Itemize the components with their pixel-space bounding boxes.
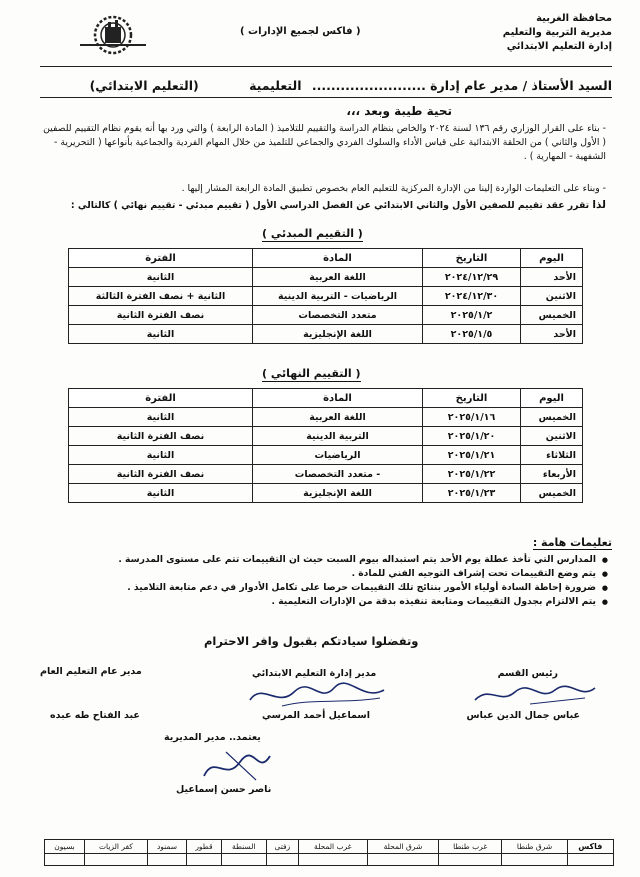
section-title-final: ( التقييم النهائي ): [262, 367, 361, 380]
body-paragraph-2: - وبناء على التعليمات الواردة إلينا من الإدارة المركزية للتعليم العام بخصوص تطبيق المادة الرابعة المشار إليها .: [181, 183, 606, 194]
table-header-row: [69, 389, 583, 408]
addressee-line: [40, 78, 612, 93]
cell-day: الأحد: [521, 325, 583, 344]
cell-day: الاثنين: [521, 287, 583, 306]
letterhead-directorate: مديرية التربية والتعليم: [502, 27, 612, 38]
signature-name-right: عباس جمال الدين عباس: [466, 710, 580, 721]
table-row: [45, 840, 614, 854]
addressee-prefix: السيد الأستاذ / مدير عام إدارة ........................: [311, 78, 612, 93]
signature-title-center: مدير إدارة التعليم الابتدائي: [252, 668, 377, 679]
signature-name-left: عبد الفتاح طه عبده: [50, 710, 140, 721]
cell-subject: اللغة الإنجليزية: [253, 325, 423, 344]
cell-day: الاثنين: [521, 427, 583, 446]
body-lead-word: لذا: [592, 199, 606, 211]
fax-cell: زفتى: [266, 840, 298, 854]
blank-cell: [221, 854, 266, 866]
header-divider: [40, 66, 612, 67]
notes-list: [40, 553, 608, 609]
blank-cell: [502, 854, 567, 866]
cell-date: ٢٠٢٥/١/٢٢: [423, 465, 521, 484]
cell-date: ٢٠٢٥/١/٢١: [423, 446, 521, 465]
list-item: ● ضرورة إحاطة السادة أولياء الأمور بنتائج تلك التقييمات حرصا على تكامل الأدوار في دعم متابعة التلاميذ .: [40, 581, 608, 595]
addressee-word: التعليمية: [249, 78, 302, 93]
table-row: [69, 325, 583, 344]
fax-cell: كفر الزيات: [85, 840, 148, 854]
list-item: ● يتم الالتزام بجدول التقييمات ومتابعة تنفيذه بدقة من الإدارات التعليمية .: [40, 595, 608, 609]
fax-cell: السنطة: [221, 840, 266, 854]
table-header-row: [69, 249, 583, 268]
addressee-stage: (التعليم الابتدائي): [89, 78, 199, 93]
cell-date: ٢٠٢٥/١/٢: [423, 306, 521, 325]
section-title-initial: ( التقييم المبدئي ): [262, 227, 363, 240]
header-day: اليوم: [521, 389, 583, 408]
cell-date: ٢٠٢٥/١/١٦: [423, 408, 521, 427]
signature-name-center: اسماعيل أحمد المرسي: [262, 710, 371, 721]
header-day: اليوم: [521, 249, 583, 268]
table-row: [69, 268, 583, 287]
body-paragraph-3: [38, 198, 606, 213]
approval-title: يعتمد.. مدير المديرية: [164, 732, 261, 743]
table-row: [69, 306, 583, 325]
ministry-logo-icon: [78, 14, 148, 56]
blank-cell: [147, 854, 186, 866]
blank-cell: [85, 854, 148, 866]
body-paragraph-3-text: تقرر عقد تقييم للصفين الأول والثاني الابتدائي عن الفصل الدراسي الأول ( تقييم مبدئي - تقييم نهائي ) كالتالي :: [70, 200, 590, 211]
cell-day: الثلاثاء: [521, 446, 583, 465]
header-subject: المادة: [253, 389, 423, 408]
blank-cell: [367, 854, 438, 866]
cell-subject: - متعدد التخصصات: [253, 465, 423, 484]
list-item: ● يتم وضع التقييمات تحت إشراف التوجيه الفني للمادة .: [40, 567, 608, 581]
blank-cell: [567, 854, 613, 866]
letterhead-department: إدارة التعليم الابتدائي: [506, 41, 612, 52]
cell-period: نصف الفترة الثانية: [69, 427, 253, 446]
table-row: [69, 287, 583, 306]
header-subject: المادة: [253, 249, 423, 268]
blank-cell: [298, 854, 367, 866]
signature-center-icon: [242, 678, 392, 712]
cell-subject: اللغة الإنجليزية: [253, 484, 423, 503]
cell-date: ٢٠٢٤/١٢/٢٩: [423, 268, 521, 287]
closing-line: وتفضلوا سيادتكم بقبول وافر الاحترام: [204, 634, 419, 648]
cell-day: الخميس: [521, 484, 583, 503]
fax-cell: سمنود: [147, 840, 186, 854]
blank-cell: [187, 854, 221, 866]
header-period: الفترة: [69, 389, 253, 408]
final-assessment-table: [68, 388, 583, 503]
cell-period: الثانية: [69, 268, 253, 287]
cell-subject: اللغة العربية: [253, 408, 423, 427]
letterhead-governorate: محافظة الغربية: [536, 13, 612, 24]
list-item: ● المدارس التي تأخذ عطلة يوم الأحد يتم استبداله بيوم السبت حيث ان التقييمات تتم على مستوى المدرسة .: [40, 553, 608, 567]
notes-title: تعليمات هامة :: [532, 536, 612, 549]
blank-cell: [266, 854, 298, 866]
letterhead: [503, 12, 612, 54]
table-row: [69, 427, 583, 446]
cell-subject: الرياضيات - التربية الدينية: [253, 287, 423, 306]
cell-period: نصف الفترة الثانية: [69, 306, 253, 325]
cell-day: الأحد: [521, 268, 583, 287]
body-paragraph-1: - بناء على القرار الوزاري رقم ١٣٦ لسنة ٢٠٢٤ والخاص بنظام الدراسة والتقييم للتلاميذ ( المادة الرابعة ) والتي ورد بها أنه يقوم نظام التقييم للصفين ( الأول والثاني ) من الحلقة الابتدائية على قياس الأداء والسلوك الفردي والجماعي للتلميذ من خلال المهام الفردية والجماعية بأنواعها ( التحريرية - الشفهية - المهارية ) .: [43, 123, 606, 162]
cell-period: الثانية + نصف الفترة الثالثة: [69, 287, 253, 306]
table-row: [69, 446, 583, 465]
cell-date: ٢٠٢٥/١/٢٠: [423, 427, 521, 446]
table-row: [69, 465, 583, 484]
fax-note: ( فاكس لجميع الإدارات ): [240, 26, 361, 37]
table-row: [45, 854, 614, 866]
signature-right-icon: [470, 680, 600, 710]
cell-date: ٢٠٢٤/١٢/٣٠: [423, 287, 521, 306]
cell-date: ٢٠٢٥/١/٢٣: [423, 484, 521, 503]
header-date: التاريخ: [423, 389, 521, 408]
fax-cell: شرق طنطا: [502, 840, 567, 854]
initial-assessment-table: [68, 248, 583, 344]
fax-label: فاكس: [567, 840, 613, 854]
fax-cell: غرب المحلة: [298, 840, 367, 854]
signature-title-left: مدير عام التعليم العام: [40, 666, 142, 677]
signature-title-right: رئيس القسم: [497, 668, 558, 679]
blank-cell: [438, 854, 501, 866]
approval-name: ناصر حسن إسماعيل: [176, 784, 272, 795]
cell-period: الثانية: [69, 484, 253, 503]
cell-day: الخميس: [521, 408, 583, 427]
cell-subject: متعدد التخصصات: [253, 306, 423, 325]
addressee-divider: [40, 97, 612, 98]
fax-cell: غرب طنطا: [438, 840, 501, 854]
greeting: تحية طيبة وبعد ،،،: [346, 104, 452, 118]
cell-period: الثانية: [69, 446, 253, 465]
fax-distribution-table: [44, 839, 614, 866]
table-row: [69, 484, 583, 503]
blank-cell: [45, 854, 85, 866]
header-period: الفترة: [69, 249, 253, 268]
cell-subject: التربية الدينية: [253, 427, 423, 446]
fax-cell: قطور: [187, 840, 221, 854]
cell-date: ٢٠٢٥/١/٥: [423, 325, 521, 344]
cell-period: الثانية: [69, 325, 253, 344]
cell-period: الثانية: [69, 408, 253, 427]
signature-approval-icon: [196, 746, 286, 786]
cell-subject: الرياضيات: [253, 446, 423, 465]
fax-cell: بسيون: [45, 840, 85, 854]
cell-subject: اللغة العربية: [253, 268, 423, 287]
table-row: [69, 408, 583, 427]
cell-day: الخميس: [521, 306, 583, 325]
fax-cell: شرق المحلة: [367, 840, 438, 854]
cell-day: الأربعاء: [521, 465, 583, 484]
header-date: التاريخ: [423, 249, 521, 268]
cell-period: نصف الفترة الثانية: [69, 465, 253, 484]
